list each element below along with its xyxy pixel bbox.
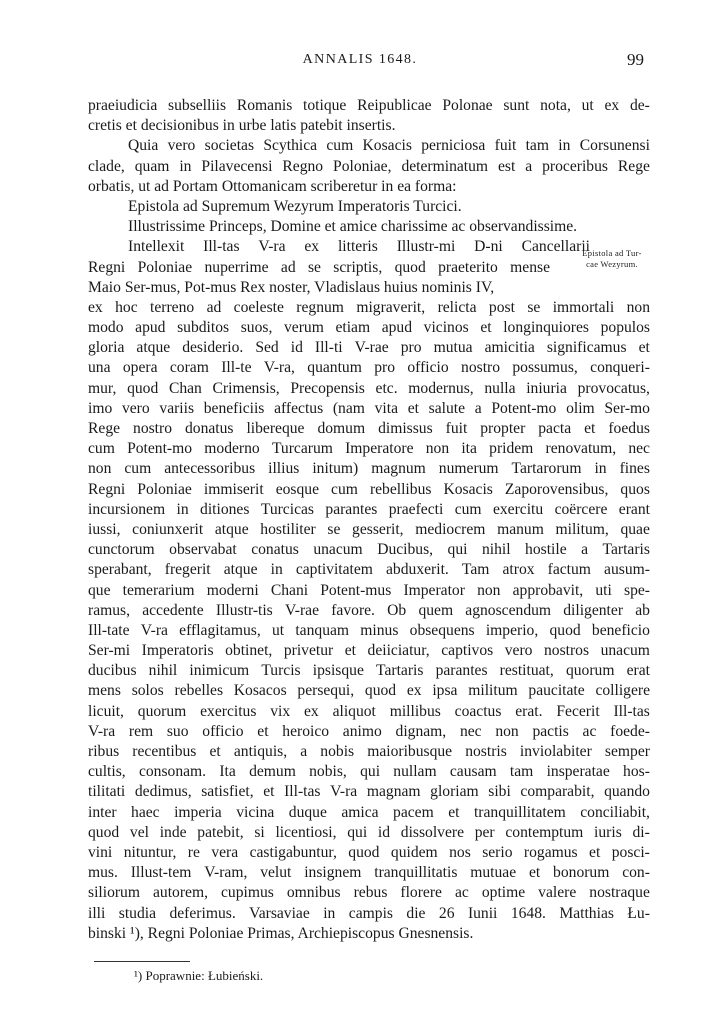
margin-note-line: cae Wezyrum. [586, 259, 638, 269]
text-line: cum Potent-mo moderno Turcarum Imperatore non ita pridem renovatum, nec [88, 440, 650, 458]
text-line: vini nituntur, re vera castigabuntur, quod quidem nos serio rogamus et posci- [88, 843, 650, 861]
text-line: tilitati dedimus, satisfiet, et Ill-tas V-ra magnam gloriam sibi comparabit, quando [88, 783, 650, 801]
text-line: mur, quod Chan Crimensis, Precopensis etc. modernus, nulla iniuria provocatus, [88, 379, 650, 397]
text-line: licuit, quorum exercitus vix ex aliquot millibus coactus erat. Fecerit Ill-tas [88, 702, 650, 720]
text-line: modo apud subditos suos, verum etiam apud vicinos et longinquiores populos [88, 319, 650, 337]
text-line: Ser-mi Imperatoris obtinet, privetur et deiiciatur, captivos vero nostros unacum [88, 642, 650, 660]
text-line: cultis, consonam. Ita demum nobis, qui nullam causam tam insperatae hos- [88, 763, 650, 781]
margin-note-line: Epistola ad Tur- [582, 248, 642, 258]
text-line: praeiudicia subselliis Romanis totique Reipublicae Polonae sunt nota, ut ex de- [88, 97, 650, 114]
text-line: quod vel inde patebit, si licentiosi, qui id dissolvere per contemptum iuris di- [88, 823, 650, 841]
text-line: cunctorum observabat conatus unacum Ducibus, qui nihil hostile a Tartaris [88, 541, 650, 559]
text-line: Regni Poloniae nuperrime ad se scriptis, quod praeterito mense [88, 258, 550, 276]
text-line: illi studia deferimus. Varsaviae in campis die 26 Iunii 1648. Matthias Łu- [88, 904, 650, 922]
body-text [88, 96, 650, 944]
page-header [0, 52, 720, 72]
text-line: Maio Ser-mus, Pot-mus Rex noster, Vladislaus huius nominis IV, [88, 278, 495, 296]
text-line: imo vero variis beneficiis affectus (nam vita et salute a Potent-mo olim Ser-mo [88, 399, 650, 417]
text-line: mens solos rebelles Kosacos persequi, quod ex ipsa militum paucitate colligere [88, 682, 650, 700]
footnote: ¹) Poprawnie: Łubieński. [134, 968, 264, 983]
text-line: orbatis, ut ad Portam Ottomanicam scriberetur in ea forma: [88, 177, 457, 195]
text-line: ramus, accedente Illustr-tis V-rae favore. Ob quem agnoscendum diligenter ab [88, 601, 650, 619]
text-line: Epistola ad Supremum Wezyrum Imperatoris Turcici. [128, 197, 462, 215]
text-line: mus. Illust-tem V-ram, velut insignem tranquillitatis mutuae et bonorum con- [88, 864, 650, 882]
text-line: incursionem in ditiones Turcicas parantes praefecti cum exercitu coërcere erant [88, 500, 650, 518]
text-line: iussi, coniunxerit atque hostiliter se gesserit, mediocrem manum militum, quae [88, 520, 650, 538]
running-title: ANNALIS 1648. [302, 52, 418, 67]
text-line: Intellexit Ill-tas V-ra ex litteris Illustr-mi D-ni Cancellarii [128, 238, 590, 256]
text-line: binski ¹), Regni Poloniae Primas, Archiepiscopus Gnesnensis. [88, 924, 474, 942]
text-line: siliorum autorem, cupimus omnibus rebus florere ac optime valere nostraque [88, 884, 650, 902]
text-line: sperabant, fregerit atque in captivitatem abduxerit. Tam atrox factum ausum- [88, 561, 650, 579]
text-line: inter haec imperia vicina duque amica pacem et tranquillitatem conciliabit, [88, 803, 650, 821]
text-line: Ill-tate V-ra efflagitamus, ut tanquam minus obsequens imperio, quod beneficio [88, 621, 650, 639]
text-line: Quia vero societas Scythica cum Kosacis perniciosa fuit tam in Corsunensi [128, 137, 650, 155]
text-line: Rege nostro donatus libereque domum dimissus fuit propter pacta et foedus [88, 420, 650, 437]
text-line: una opera coram Ill-te V-ra, quantum pro officio nostro possumus, conqueri- [88, 359, 650, 377]
text-line: V-ra rem suo officio et heroico animo dignam, nec non pactis ac foede- [88, 722, 650, 740]
text-line: ex hoc terreno ad coeleste regnum migraverit, relicta post se immortali non [88, 298, 650, 316]
text-line: que temerarium moderni Chani Potent-mus Imperator non approbavit, uti spe- [88, 581, 650, 599]
text-line: Illustrissime Princeps, Domine et amice charissime ac observandissime. [128, 218, 578, 236]
text-line: ribus recentibus et antiquis, a nobis maioribusque nostris inviolabiter semper [88, 743, 650, 760]
text-line: gloria atque desiderio. Sed id Ill-ti V-rae pro mutua amicitia significamus et [88, 339, 650, 357]
text-line: ducibus nihil inimicum Turcis ipsisque Tartaris parantes restituat, quorum erat [88, 662, 650, 680]
margin-note [562, 248, 662, 270]
text-line: Regni Poloniae immiserit eosque cum rebellibus Kosacis Zaporovensibus, quos [88, 480, 650, 498]
page-number: 99 [627, 50, 644, 69]
text-line: non cum antecessoribus illius initum) magnum numerum Tartarorum in fines [88, 460, 650, 478]
footnote-rule [94, 961, 190, 962]
text-line: cretis et decisionibus in urbe latis patebit insertis. [88, 117, 396, 135]
text-line: clade, quam in Pilavecensi Regno Poloniae, determinatum est a proceribus Rege [88, 157, 650, 175]
